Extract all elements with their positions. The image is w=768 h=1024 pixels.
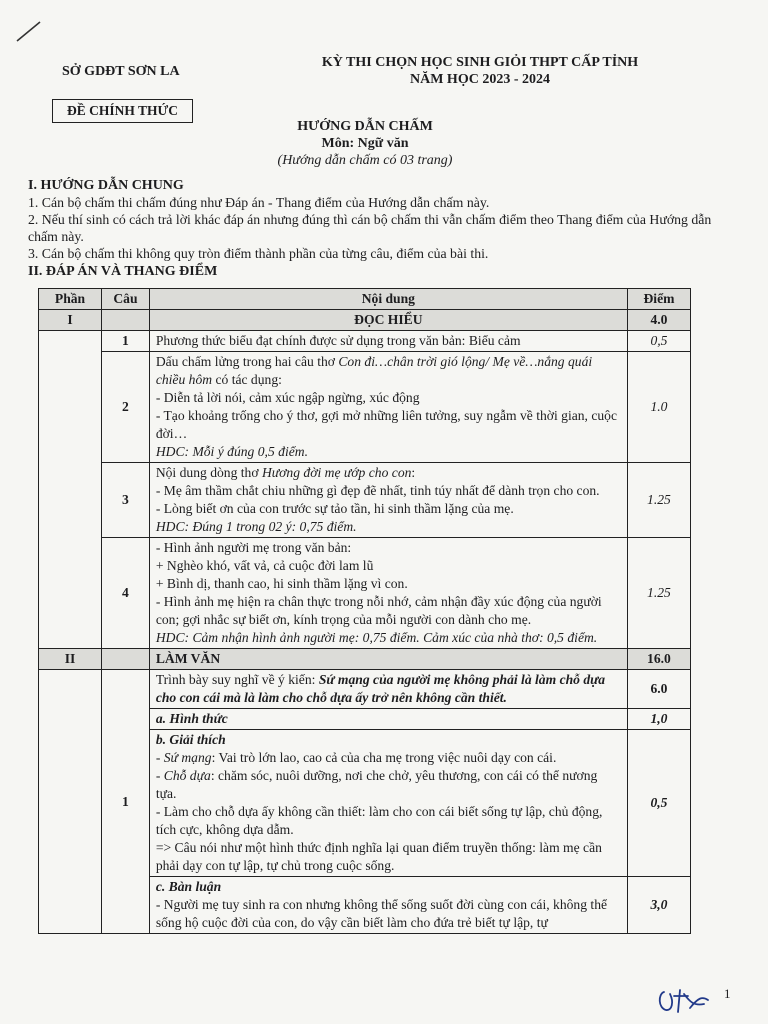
header-part: Phần: [39, 289, 102, 310]
criterion-explain: b. Giải thích - Sứ mạng: Vai trò lớn lao, cao cả của cha mẹ trong việc nuôi dạy con cái. - Chỗ dựa: chăm sóc, nuôi dưỡng, nơi che chở, yêu thương, con cái có thể nương tựa. - Làm cho chỗ dựa ấy không cần thiết: làm cho con cái biết sống tự lập, chủ động, tích cực, không dựa dẫm. => Câu nói như một hình thức định nghĩa lại quan điểm truyền thống: làm mẹ cần phải dạy con tự lập, tự chủ trong cuộc sống.: [149, 730, 627, 877]
question-number: 4: [102, 538, 150, 649]
pages-note: (Hướng dẫn chấm có 03 trang): [277, 153, 453, 168]
grading-table: [38, 288, 691, 934]
criterion-form: a. Hình thức: [149, 709, 627, 730]
part-title: ĐỌC HIỂU: [149, 310, 627, 331]
answer-content: Nội dung dòng thơ Hương đời mẹ ướp cho con: - Mẹ âm thầm chắt chiu những gì đẹp đẽ nhất, tinh túy nhất để dành trọn cho con. - Lòng biết ơn của con trước sự tảo tần, hi sinh thầm lặng của mẹ. HDC: Đúng 1 trong 02 ý: 0,75 điểm.: [149, 463, 627, 538]
question-number: 2: [102, 352, 150, 463]
section-answers-title: II. ĐÁP ÁN VÀ THANG ĐIỂM: [28, 264, 218, 279]
question-score: 0,5: [627, 331, 690, 352]
question-score: 1.25: [627, 463, 690, 538]
header-question: Câu: [102, 289, 150, 310]
grading-note: HDC: Đúng 1 trong 02 ý: 0,75 điểm.: [155, 519, 357, 534]
question-score: 1.0: [627, 352, 690, 463]
exam-heading: [280, 54, 680, 88]
question-score: 1.25: [627, 538, 690, 649]
official-label: ĐỀ CHÍNH THỨC: [52, 99, 193, 123]
criterion-score: 0,5: [627, 730, 690, 877]
exam-title: KỲ THI CHỌN HỌC SINH GIỎI THPT CẤP TỈNH: [321, 55, 639, 70]
guide-title: HƯỚNG DẪN CHẤM: [297, 119, 433, 134]
essay-prompt: Trình bày suy nghĩ về ý kiến: Sứ mạng của người mẹ không phải là làm chỗ dựa cho con cái mà là làm cho chỗ dựa ấy trở nên không cần thiết.: [149, 670, 627, 709]
table-row: [39, 331, 691, 352]
answer-content: Dấu chấm lửng trong hai câu thơ Con đi…chân trời gió lộng/ Mẹ về…nắng quái chiều hôm có tác dụng: - Diễn tả lời nói, cảm xúc ngập ngừng, xúc động - Tạo khoảng trống cho ý thơ, gợi mở những liên tưởng, suy ngẫm về thời gian, cuộc đời… HDC: Mỗi ý đúng 0,5 điểm.: [149, 352, 627, 463]
guide-heading: [240, 118, 490, 169]
school-year: NĂM HỌC 2023 - 2024: [410, 72, 550, 87]
general-item-1: 1. Cán bộ chấm thi chấm đúng như Đáp án - Thang điểm của Hướng dẫn chấm này.: [28, 195, 490, 210]
criterion-score: 3,0: [627, 877, 690, 934]
part-row-writing: [39, 649, 691, 670]
question-number: 1: [102, 331, 150, 352]
part-row-reading: [39, 310, 691, 331]
criterion-discuss: c. Bàn luận - Người mẹ tuy sinh ra con nhưng không thể sống suốt đời cùng con cái, không thể sống hộ cuộc đời của con, do vậy cần biết làm cho đứa trẻ biết tự lập, tự: [149, 877, 627, 934]
header-content: Nội dung: [149, 289, 627, 310]
department-name: SỞ GDĐT SƠN LA: [62, 64, 180, 79]
table-row: [39, 670, 691, 709]
table-header-row: [39, 289, 691, 310]
part-title: LÀM VĂN: [149, 649, 627, 670]
pen-mark-icon: [14, 18, 44, 44]
grading-note: HDC: Mỗi ý đúng 0,5 điểm.: [155, 444, 308, 459]
part-score: 16.0: [627, 649, 690, 670]
subject-line: Môn: Ngữ văn: [321, 136, 409, 151]
table-row: [39, 463, 691, 538]
part-score: 4.0: [627, 310, 690, 331]
section-general-title: I. HƯỚNG DẪN CHUNG: [28, 178, 184, 193]
grading-note: HDC: Cảm nhận hình ảnh người mẹ: 0,75 điểm. Cảm xúc của nhà thơ: 0,5 điểm.: [155, 630, 598, 645]
table-row: [39, 352, 691, 463]
table-row: [39, 538, 691, 649]
answer-content: Phương thức biểu đạt chính được sử dụng trong văn bản: Biểu cảm: [149, 331, 627, 352]
general-item-3: 3. Cán bộ chấm thi không quy tròn điểm thành phần của từng câu, điểm của bài thi.: [28, 246, 489, 261]
question-score: 6.0: [627, 670, 690, 709]
header-score: Điểm: [627, 289, 690, 310]
part-label: II: [39, 649, 102, 670]
criterion-score: 1,0: [627, 709, 690, 730]
signature-icon: [654, 984, 714, 1016]
answer-content: - Hình ảnh người mẹ trong văn bản: + Nghèo khó, vất vả, cả cuộc đời lam lũ + Bình dị, thanh cao, hi sinh thầm lặng vì con. - Hình ảnh mẹ hiện ra chân thực trong nỗi nhớ, cảm nhận đầy xúc động của người con; gợi nhắc sự biết ơn, kính trọng của mỗi người con dành cho mẹ. HDC: Cảm nhận hình ảnh người mẹ: 0,75 điểm. Cảm xúc của nhà thơ: 0,5 điểm.: [149, 538, 627, 649]
general-instructions: [28, 194, 718, 262]
question-number: 1: [102, 670, 150, 934]
page-number: 1: [724, 986, 731, 1001]
question-number: 3: [102, 463, 150, 538]
general-item-2: 2. Nếu thí sinh có cách trả lời khác đáp án nhưng đúng thì cán bộ chấm thi vẫn chấm điểm theo Thang điểm của Hướng dẫn chấm này.: [28, 212, 712, 244]
part-label: I: [39, 310, 102, 331]
